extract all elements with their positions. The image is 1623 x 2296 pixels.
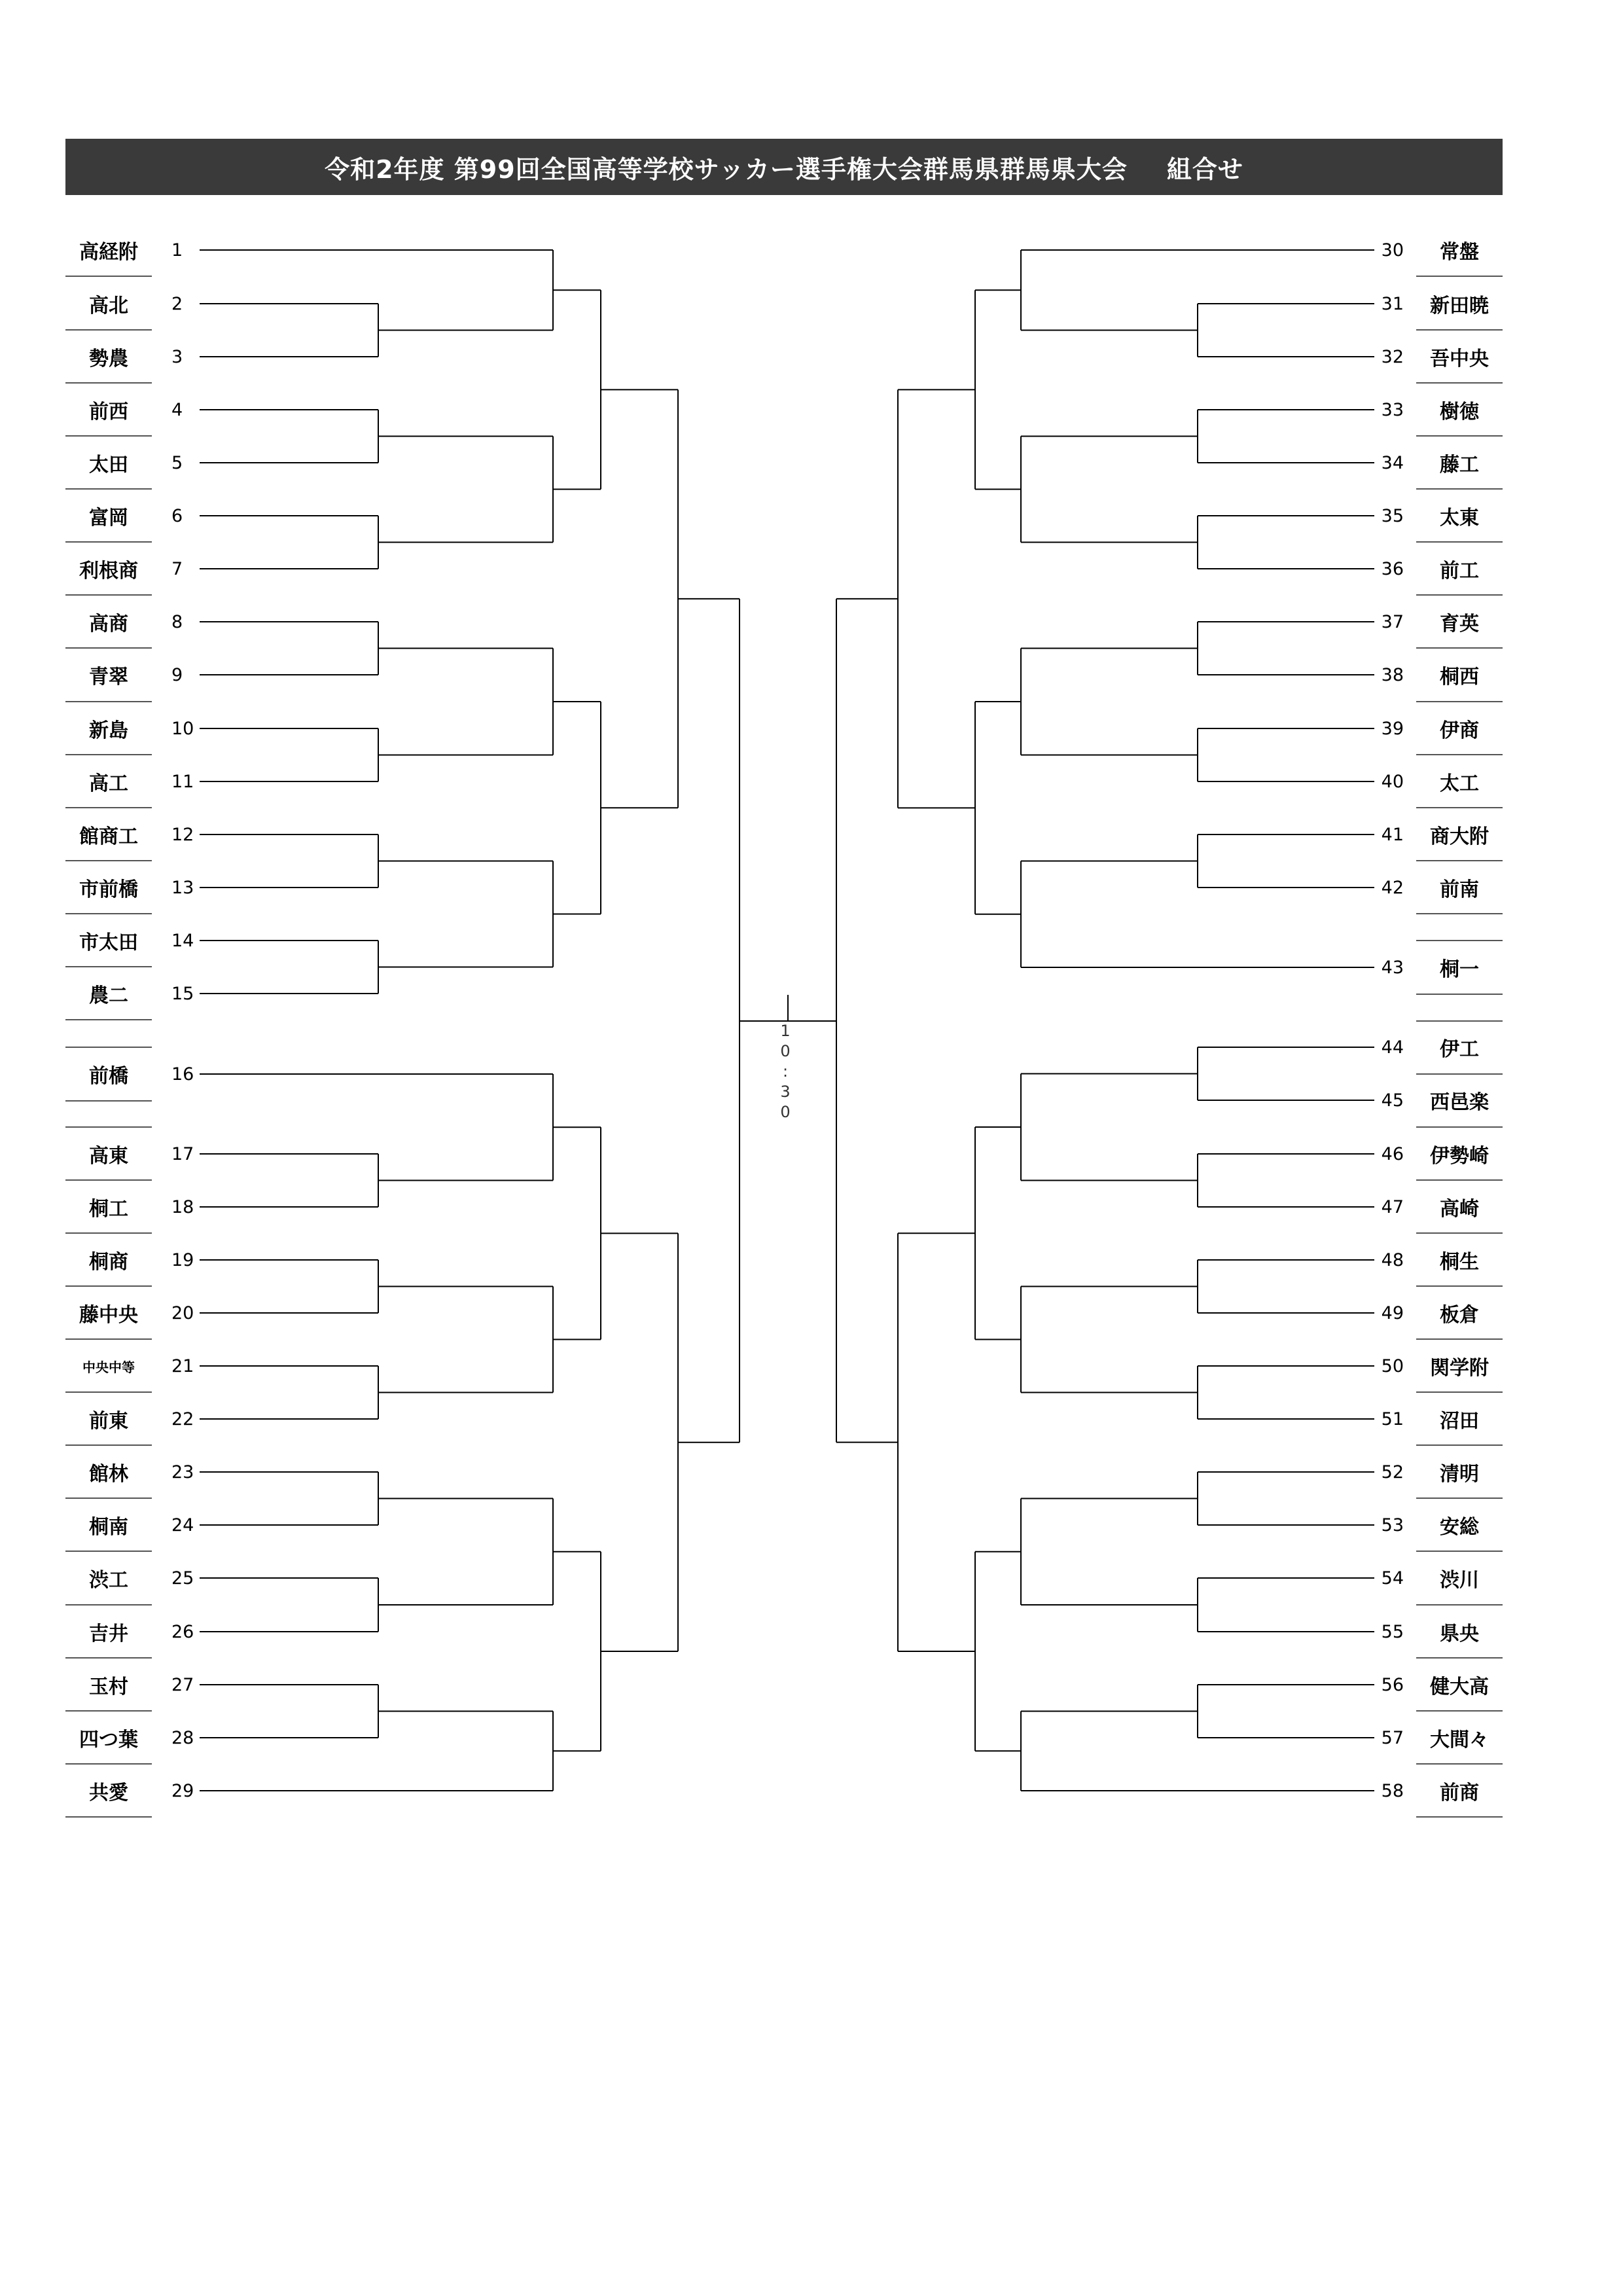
seed-number: 39 [1381,718,1404,739]
team-name: 館林 [89,1463,128,1486]
team-name: 吉井 [89,1623,128,1645]
seed-number: 6 [171,505,183,526]
team-name: 渋工 [89,1569,128,1592]
seed-number: 2 [171,293,183,314]
seed-number: 14 [171,930,194,951]
seed-number: 32 [1381,346,1404,367]
seed-number: 30 [1381,240,1404,260]
seed-number: 53 [1381,1515,1404,1535]
team-name: 沼田 [1440,1410,1479,1433]
final-time-char: 0 [780,1042,791,1060]
team-name: 伊商 [1440,719,1479,742]
team-name: 吾中央 [1430,348,1489,370]
team-name: 渋川 [1440,1569,1479,1592]
team-name: 勢農 [89,348,128,370]
team-name: 桐西 [1440,666,1479,689]
seed-number: 42 [1381,877,1404,898]
seed-number: 48 [1381,1249,1404,1270]
team-name: 農二 [89,984,128,1007]
team-name: 館商工 [79,825,138,848]
seed-number: 33 [1381,399,1404,420]
team-name: 高工 [89,772,128,795]
seed-number: 47 [1381,1196,1404,1217]
team-name: 中央中等 [82,1359,135,1375]
team-name: 太田 [89,454,128,476]
seed-number: 52 [1381,1462,1404,1482]
team-name: 常盤 [1440,241,1479,264]
team-name: 青翠 [89,666,128,689]
team-name: 利根商 [79,560,138,583]
team-name: 太東 [1440,507,1479,529]
seed-number: 29 [171,1780,194,1801]
seed-number: 50 [1381,1355,1404,1376]
team-name: 桐南 [89,1516,128,1539]
team-name: 前西 [89,401,128,423]
team-name: 関学附 [1430,1357,1489,1380]
team-name: 太工 [1440,772,1479,795]
team-name: 高商 [89,613,128,636]
seed-number: 21 [171,1355,194,1376]
seed-number: 8 [171,611,183,632]
seed-number: 11 [171,771,194,792]
final-time-char: 3 [780,1083,791,1101]
final-time [772,1021,798,1122]
team-name: 藤中央 [79,1304,138,1327]
seed-number: 24 [171,1515,194,1535]
team-name: 高経附 [79,241,138,264]
team-name: 新島 [89,719,128,742]
seed-number: 25 [171,1568,194,1588]
team-name: 富岡 [89,507,128,529]
seed-number: 41 [1381,824,1404,845]
team-name: 伊勢崎 [1430,1145,1489,1168]
team-name: 育英 [1440,613,1479,636]
seed-number: 4 [171,399,183,420]
seed-number: 5 [171,452,183,473]
team-name: 清明 [1440,1463,1479,1486]
team-name: 樹徳 [1440,401,1479,423]
team-name: 共愛 [89,1782,128,1804]
final-time-char: : [782,1062,789,1081]
seed-number: 17 [171,1143,194,1164]
seed-number: 9 [171,664,183,685]
seed-number: 44 [1381,1037,1404,1058]
seed-number: 54 [1381,1568,1404,1588]
team-name: 高北 [89,295,128,317]
team-name: 大間々 [1430,1729,1489,1751]
seed-number: 43 [1381,957,1404,978]
team-name: 市前橋 [79,878,138,901]
team-name: 板倉 [1440,1304,1479,1327]
team-name: 健大高 [1430,1676,1489,1698]
team-name: 四つ葉 [79,1729,138,1751]
seed-number: 18 [171,1196,194,1217]
final-time-char: 0 [780,1103,791,1121]
seed-number: 56 [1381,1674,1404,1695]
seed-number: 36 [1381,558,1404,579]
seed-number: 58 [1381,1780,1404,1801]
team-name: 前南 [1440,878,1479,901]
seed-number: 38 [1381,664,1404,685]
seed-number: 57 [1381,1727,1404,1748]
team-name: 西邑楽 [1430,1091,1489,1114]
page-title: 令和2年度 第99回全国高等学校サッカー選手権大会群馬県群馬県大会 [325,154,1128,184]
team-name: 藤工 [1440,454,1479,476]
team-name: 前商 [1440,1782,1479,1804]
page-subtitle: 組合せ [1166,154,1243,184]
seed-number: 55 [1381,1621,1404,1642]
seed-number: 34 [1381,452,1404,473]
team-name: 県央 [1440,1623,1479,1645]
team-name: 商大附 [1430,825,1489,848]
team-name: 高崎 [1440,1198,1479,1221]
team-name: 玉村 [89,1676,128,1698]
team-name: 市太田 [79,931,138,954]
team-name: 桐商 [89,1251,128,1274]
seed-number: 46 [1381,1143,1404,1164]
seed-number: 12 [171,824,194,845]
seed-number: 49 [1381,1302,1404,1323]
team-name: 前工 [1440,560,1479,583]
seed-number: 15 [171,983,194,1004]
seed-number: 20 [171,1302,194,1323]
seed-number: 37 [1381,611,1404,632]
seed-number: 19 [171,1249,194,1270]
team-name: 安総 [1440,1516,1479,1539]
seed-number: 13 [171,877,194,898]
seed-number: 31 [1381,293,1404,314]
seed-number: 40 [1381,771,1404,792]
seed-number: 27 [171,1674,194,1695]
team-name: 高東 [89,1145,128,1168]
team-name: 新田暁 [1430,295,1489,317]
seed-number: 26 [171,1621,194,1642]
final-time-char: 1 [780,1022,791,1040]
team-name: 前東 [89,1410,128,1433]
seed-number: 35 [1381,505,1404,526]
team-name: 桐工 [89,1198,128,1221]
team-name: 伊工 [1440,1038,1479,1061]
team-name: 桐一 [1440,958,1479,981]
seed-number: 10 [171,718,194,739]
seed-number: 28 [171,1727,194,1748]
seed-number: 7 [171,558,183,579]
seed-number: 22 [171,1408,194,1429]
seed-number: 51 [1381,1408,1404,1429]
seed-number: 3 [171,346,183,367]
team-name: 前橋 [89,1065,128,1088]
seed-number: 45 [1381,1090,1404,1111]
team-name: 桐生 [1440,1251,1479,1274]
seed-number: 23 [171,1462,194,1482]
seed-number: 16 [171,1064,194,1085]
seed-number: 1 [171,240,183,260]
